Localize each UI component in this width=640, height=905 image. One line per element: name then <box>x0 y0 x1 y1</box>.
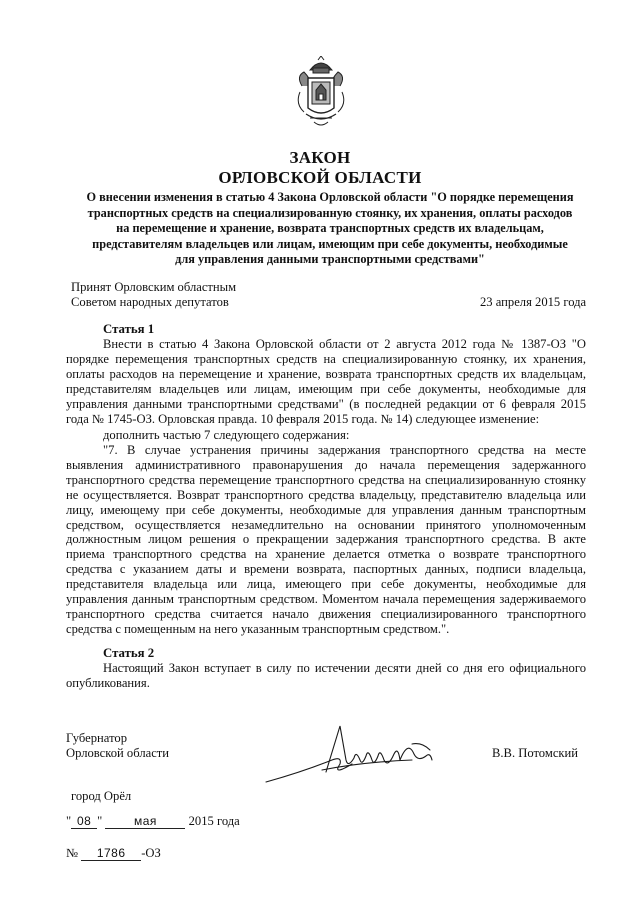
subtitle-line: О внесении изменения в статью 4 Закона Орловской области "О порядке перемещения <box>86 190 574 204</box>
number-prefix: № <box>66 846 79 860</box>
date-day: 08 <box>71 815 97 829</box>
number-value: 1786 <box>81 847 141 861</box>
subtitle-line: для управления данными транспортными средствами" <box>175 252 485 267</box>
subtitle-line: представителям владельцев или лицам, имеющим при себе документы, необходимые <box>92 236 568 251</box>
subtitle-line: транспортных средств на специализированную стоянку, их хранения, оплаты расходов <box>87 205 573 220</box>
governor-title-line1: Губернатор <box>66 731 127 745</box>
date-quote-close: " <box>97 814 103 828</box>
law-number <box>66 846 161 861</box>
date-month: мая <box>105 815 185 829</box>
governor-signature <box>262 720 442 788</box>
date-quote-open: " <box>66 814 72 828</box>
article1-heading: Статья 1 <box>103 322 155 336</box>
adopted-by-line2: Советом народных депутатов <box>71 295 229 309</box>
governor-title-line2: Орловской области <box>66 746 170 760</box>
article1-text: Внести в статью 4 Закона Орловской области от 2 августа 2012 года № 1387-ОЗ "О порядке перемещения транспортных средств на специализированную стоянку, их хранения, оплаты расходов на перемещение и хранение, возврата транспортных средств их владельцам, представителям владельцев или лицам, имеющим при себе документы, необходимые для управления данными транспортными средствами" (в последней редакции от 6 февраля 2015 года № 1745-ОЗ. Орловская правда. 10 февраля 2015 года. № 14) следующее изменение: <box>66 337 586 426</box>
adopted-date: 23 апреля 2015 года <box>480 295 587 309</box>
region-title: ОРЛОВСКОЙ ОБЛАСТИ <box>218 168 422 187</box>
article2-heading: Статья 2 <box>103 646 155 660</box>
orel-coat-of-arms-emblem <box>296 56 346 130</box>
governor-name: В.В. Потомский <box>492 746 579 760</box>
city: город Орёл <box>71 789 132 803</box>
article1-supplement: дополнить частью 7 следующего содержания: <box>103 428 350 442</box>
number-suffix: -ОЗ <box>141 846 161 860</box>
law-subtitle <box>70 190 590 268</box>
subtitle-line: на перемещение и хранение, возврата транспортных средств их владельцам, <box>116 221 544 236</box>
article1-quote: "7. В случае устранения причины задержания транспортного средства на месте выявления административного правонарушения до начала перемещения задержанного транспортного средства перемещение транспортного средства на специализированную стоянку не осуществляется. Возврат транспортного средства владельцу, представителю владельца или лицу, имеющему при себе документы, необходимые для управления данным транспортным средством, осуществляется незамедлительно на основании принятого уполномоченным должностным лицом решения о прекращении задержания транспортного средства. В акте приема транспортного средства на хранение делается отметка о возврате транспортного средства с указанием даты и времени возврата, паспортных данных, подписи владельца, представителя владельца или лица, имеющего при себе документы, необходимые для управления данным транспортным средством. Моментом начала перемещения задерживаемого транспортного средства считается начало движения специализированного транспортного средства с помещенным на него указанным транспортным средством.". <box>66 443 586 636</box>
signing-date <box>66 814 240 829</box>
article2-text: Настоящий Закон вступает в силу по истечении десяти дней со дня его официального опубликования. <box>66 661 586 690</box>
law-title: ЗАКОН <box>289 148 351 167</box>
adopted-by-line1: Принят Орловским областным <box>71 280 237 294</box>
date-year: 2015 года <box>188 814 240 828</box>
